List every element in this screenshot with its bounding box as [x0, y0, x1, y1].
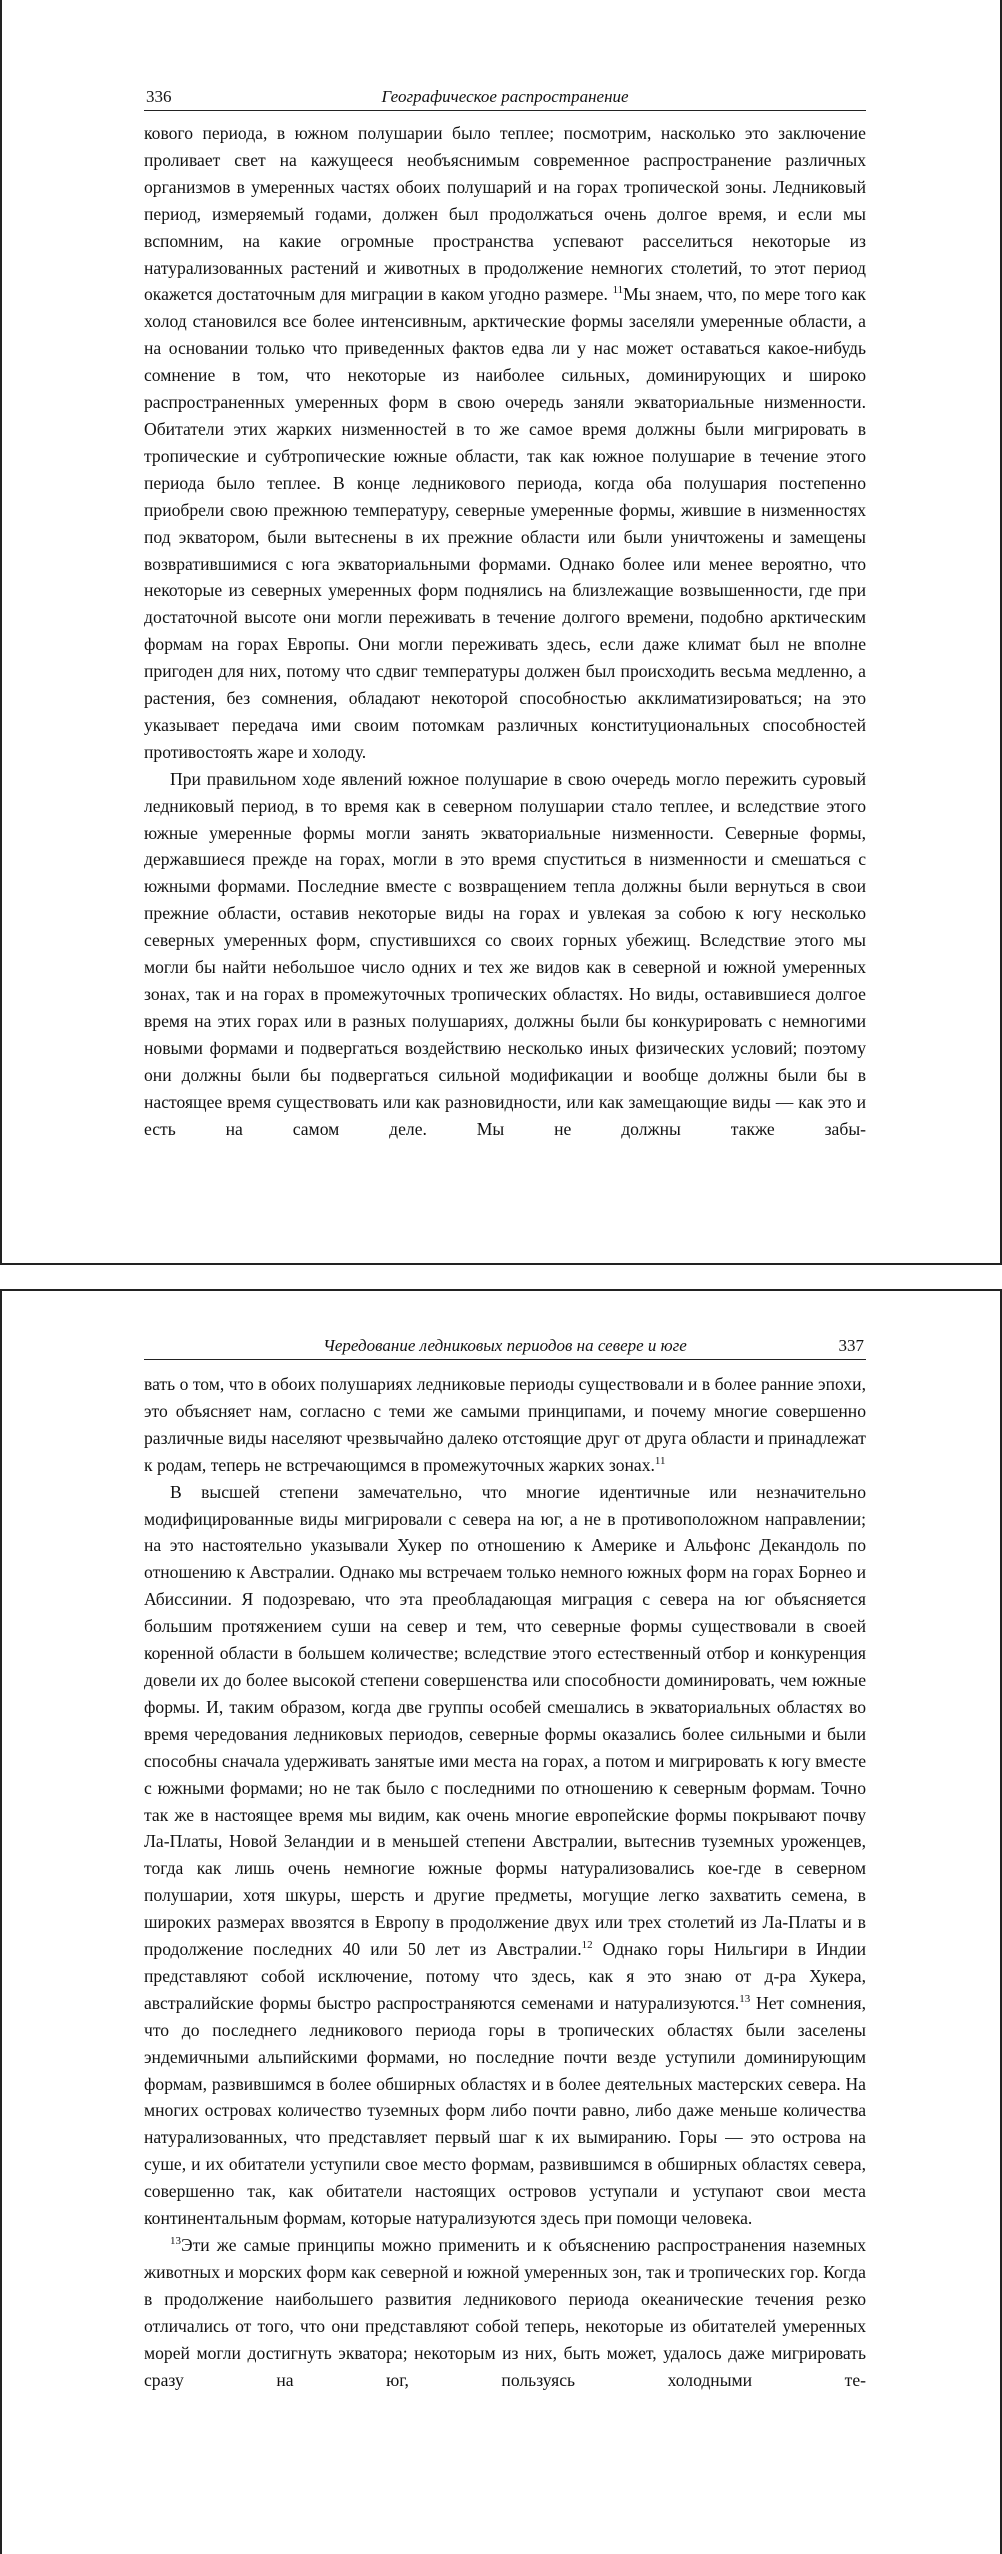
- text-run: вать о том, что в обоих полушариях ледниковые периоды существовали и в более ранние эпохи, это объясняет нам, согласно с теми же самыми принципами, и почему многие совершенно различные виды населяют чрезвычайно далеко отстоящие друг от друга области и принадлежат к родам, теперь не встречающимся в промежуточных жарких зонах.: [144, 1374, 866, 1475]
- text-run: Нет сомнения, что до последнего ледникового периода горы в тропических областях были заселены эндемичными альпийскими формами, но последние почти везде уступили доминирующим формам, развившимся в более обширных областях и в более деятельных мастерских севера. На многих островах количество туземных форм либо почти равно, либо даже меньше количества натурализованных, что представляет первый шаг к их вымиранию. Горы — это острова на суше, и их обитатели уступили свое место формам, развившимся в обширных областях севера, совершенно так, как обитатели настоящих островов уступали и уступают свои места континентальным формам, которые натурализуются здесь при помощи человека.: [144, 1992, 866, 2229]
- footnote-marker: 11: [612, 284, 624, 297]
- page-336: [0, 0, 1002, 1265]
- text-run: Однако горы Нильгири в Индии представляют собой исключение, потому что здесь, как я это знаю от д-ра Хукера, австралийские формы быстро распространяются семенами и натурализуются.: [144, 1939, 867, 2013]
- running-header: [144, 1333, 866, 1360]
- body-text: [144, 120, 866, 1142]
- paragraph: [144, 120, 866, 766]
- text-run: В высшей степени замечательно, что многие идентичные или незначительно модифицированные виды мигрировали с севера на юг, а не в противоположном направлении; на это настоятельно указывали Хукер по отношению к Америке и Альфонс Декандоль по отношению к Австралии. Однако мы встречаем только немного южных форм на горах Борнео и Абиссинии. Я подозреваю, что эта преобладающая миграция с севера на юг объясняется большим протяжением суши на север и тем, что северные формы существовали в своей коренной области в большем количестве; вследствие этого естественный отбор и конкуренция довели их до более высокой степени совершенства или способности доминировать, чем южные формы. И, таким образом, когда две группы особей смешались в экваториальных областях во время чередования ледниковых периодов, северные формы оказались более сильными и были способны сначала удерживать занятые ими места на горах, а потом и мигрировать к югу вместе с южными формами; но не так было с последними по отношению к северным формам. Точно так же в настоящее время мы видим, как очень многие европейские формы покрывают почву Ла-Платы, Новой Зеландии и в меньшей степени Австралии, вытеснив туземных уроженцев, тогда как лишь очень немногие южные формы натурализовались кое-где в северном полушарии, хотя шкуры, шерсть и другие предметы, могущие легко захватить семена, в широких размерах ввозятся в Европу в продолжение двух или трех столетий из Ла-Платы и в продолжение последних 40 или 50 лет из Австралии.: [144, 1481, 866, 1960]
- text-run: кового периода, в южном полушарии было теплее; посмотрим, насколько это заключение проливает свет на кажущееся необъяснимым современное распространение различных организмов в умеренных частях обоих полушарий и на горах тропической зоны. Ледниковый период, измеряемый годами, должен был продолжаться очень долгое время, и если мы вспомним, на какие огромные пространства успевают расселиться некоторые из натурализованных растений и животных в продолжение немногих столетий, то этот период окажется достаточным для миграции в каком угодно размере.: [144, 123, 866, 305]
- text-run: Эти же самые принципы можно применить и к объяснению распространения наземных животных и морских форм как северной и южной умеренных зон, так и тропических гор. Когда в продолжение наибольшего развития ледникового периода океанические течения резко отличались от того, что они представляют собой теперь, некоторые из обитателей умеренных морей могли достигнуть экватора; некоторым из них, быть может, удалось даже мигрировать сразу на юг, пользуясь холодными те-: [144, 2235, 866, 2390]
- text-run: Мы знаем, что, по мере того как холод становился все более интенсивным, арктические формы заселяли умеренные области, а на основании только что приведенных фактов едва ли у нас может оставаться какое-нибудь сомнение в том, что некоторые из наиболее сильных, доминирующих и широко распространенных умеренных форм в свою очередь заняли экваториальные низменности. Обитатели этих жарких низменностей в то же самое время должны были мигрировать в тропические и субтропические южные области, так как южное полушарие в течение этого периода было теплее. В конце ледникового периода, когда оба полушария постепенно приобрели свою прежнюю температуру, северные умеренные формы, жившие в низменностях под экватором, были вытеснены в их прежние области или были уничтожены и замещены возвратившимися с юга экваториальными формами. Однако более или менее вероятно, что некоторые из северных умеренных форм поднялись на близлежащие возвышенности, где при достаточной высоте они могли переживать в течение долгого времени, подобно арктическим формам на горах Европы. Они могли переживать здесь, если даже климат был не вполне пригоден для них, потому что сдвиг температуры должен был происходить весьма медленно, а растения, без сомнения, обладают некоторой способностью акклиматизироваться; на это указывает передача ими своим потомкам различных конституциональных способностей противостоять жаре и холоду.: [144, 284, 866, 762]
- footnote-marker: 13: [739, 1992, 751, 2005]
- running-header: [144, 84, 866, 111]
- footnote-marker: 13: [170, 2235, 181, 2248]
- text-run: При правильном ходе явлений южное полушарие в свою очередь могло пережить суровый ледниковый период, в то время как в северном полушарии стало теплее, и вследствие этого южные умеренные формы могли занять экваториальные низменности. Северные формы, державшиеся прежде на горах, могли в это время спуститься в низменности и смешаться с южными формами. Последние вместе с возвращением тепла должны были вернуться в свои прежние области, оставив некоторые виды на горах и увлекая за собою к югу несколько северных умеренных форм, спустившихся со своих горных убежищ. Вследствие этого мы могли бы найти небольшое число одних и тех же видов как в северной и южной умеренных зонах, так и на горах в промежуточных тропических областях. Но виды, оставившиеся долгое время на этих горах или в разных полушариях, должны были бы конкурировать с немногими новыми формами и подвергаться воздействию несколько иных физических условий; поэтому они должны были бы подвергаться сильной модификации и вообще должны были бы в настоящее время существовать или как разновидности, или как замещающие виды — как это и есть на самом деле. Мы не должны также забы-: [144, 768, 866, 1139]
- page-gap: [0, 1265, 1002, 1289]
- body-text: [144, 1371, 866, 2393]
- running-title: Географическое распространение: [381, 87, 629, 106]
- paragraph: [144, 1479, 866, 2232]
- paragraph: [144, 1371, 866, 1479]
- running-title: Чередование ледниковых периодов на севере и юге: [323, 1336, 687, 1355]
- page-number: 336: [146, 87, 172, 106]
- footnote-marker: 12: [581, 1939, 593, 1952]
- page-number: 337: [838, 1336, 864, 1355]
- footnote-marker: 11: [654, 1454, 666, 1467]
- paragraph: [144, 766, 866, 1143]
- page-337: [0, 1289, 1002, 2554]
- paragraph: [144, 2232, 866, 2393]
